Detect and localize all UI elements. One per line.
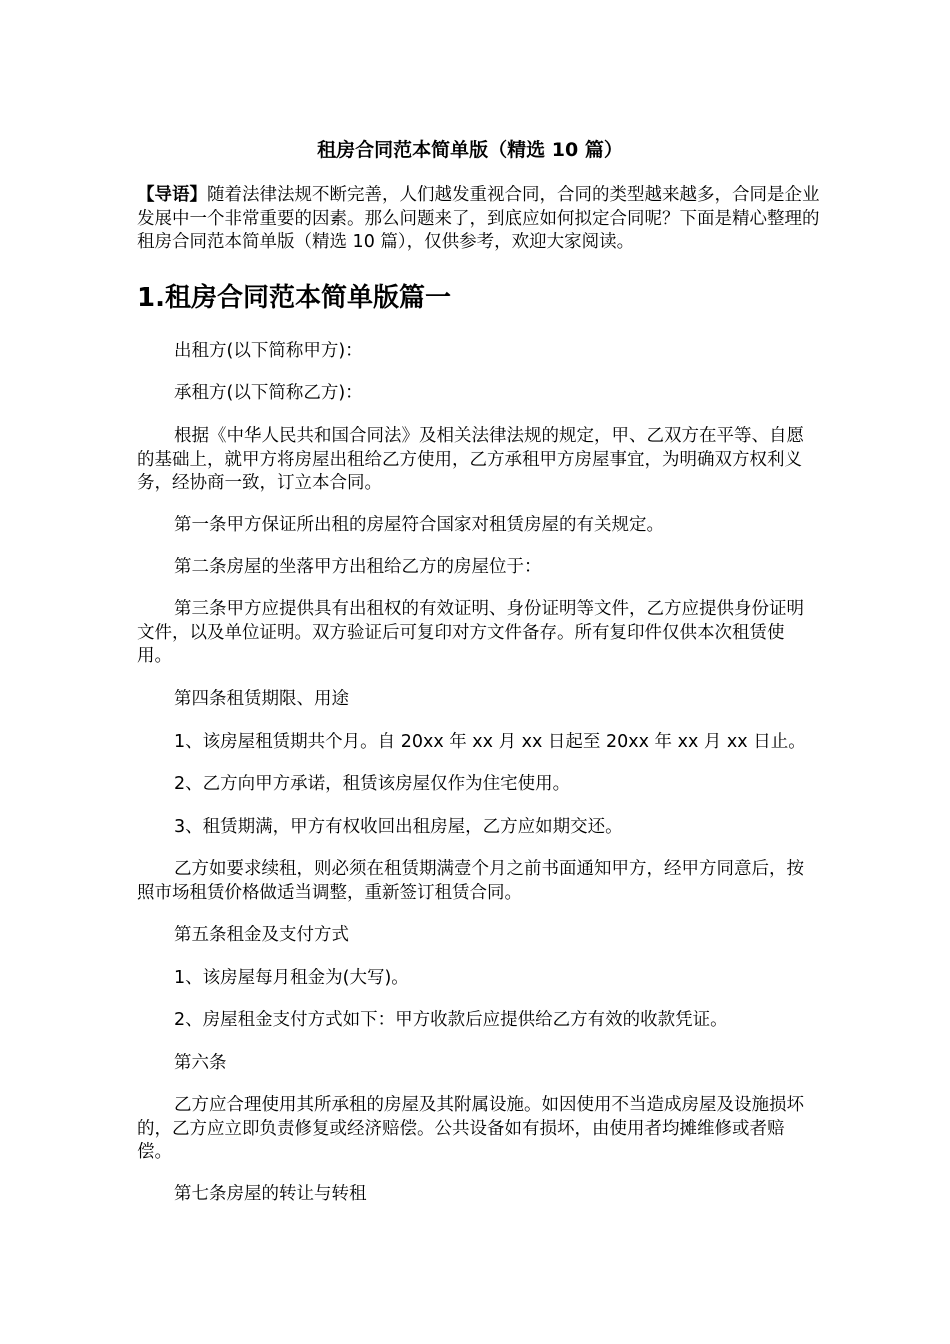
paragraph-article-7: 第七条房屋的转让与转租 [174,1184,367,1204]
paragraph-article-1: 第一条甲方保证所出租的房屋符合国家对租赁房屋的有关规定。 [174,515,664,535]
paragraph-preamble: 根据《中华人民共和国合同法》及相关法律法规的规定，甲、乙双方在平等、自愿的基础上，就甲方将房屋出租给乙方使用，乙方承租甲方房屋事宜，为明确双方权利义务，经协商一致，订立本合同。 [137,426,804,493]
paragraph-article-2: 第二条房屋的坐落甲方出租给乙方的房屋位于： [174,557,542,577]
paragraph-term-2: 2、乙方向甲方承诺，租赁该房屋仅作为住宅使用。 [174,774,571,794]
paragraph-article-4: 第四条租赁期限、用途 [174,689,349,709]
paragraph-term-3: 3、租赁期满，甲方有权收回出租房屋，乙方应如期交还。 [174,817,623,837]
paragraph-lessee: 承租方(以下简称乙方)： [174,383,363,403]
paragraph-usage: 乙方应合理使用其所承租的房屋及其附属设施。如因使用不当造成房屋及设施损坏的，乙方应立即负责修复或经济赔偿。公共设备如有损坏，由使用者均摊维修或者赔偿。 [137,1095,804,1162]
paragraph-article-5: 第五条租金及支付方式 [174,925,349,945]
intro-paragraph [137,184,823,255]
paragraph-lessor: 出租方(以下简称甲方)： [174,341,363,361]
section-heading: 1.租房合同范本简单版篇一 [137,283,451,313]
paragraph-rent-1: 1、该房屋每月租金为(大写)。 [174,968,409,988]
document-title: 租房合同范本简单版（精选 10 篇） [317,139,623,161]
paragraph-article-3: 第三条甲方应提供具有出租权的有效证明、身份证明等文件，乙方应提供身份证明文件，以及单位证明。双方验证后可复印对方文件备存。所有复印件仅供本次租赁使用。 [137,599,804,666]
paragraph-article-6: 第六条 [174,1053,227,1073]
paragraph-rent-2: 2、房屋租金支付方式如下：甲方收款后应提供给乙方有效的收款凭证。 [174,1010,728,1030]
paragraph-renewal: 乙方如要求续租，则必须在租赁期满壹个月之前书面通知甲方，经甲方同意后，按照市场租赁价格做适当调整，重新签订租赁合同。 [137,859,804,903]
paragraph-term-1: 1、该房屋租赁期共个月。自 20xx 年 xx 月 xx 日起至 20xx 年 xx 月 xx 日止。 [174,732,806,752]
intro-tag: 【导语】 [137,185,207,205]
intro-text: 随着法律法规不断完善，人们越发重视合同，合同的类型越来越多，合同是企业发展中一个非常重要的因素。那么问题来了，到底应如何拟定合同呢？下面是精心整理的租房合同范本简单版（精选 10 篇），仅供参考，欢迎大家阅读。 [137,185,820,252]
